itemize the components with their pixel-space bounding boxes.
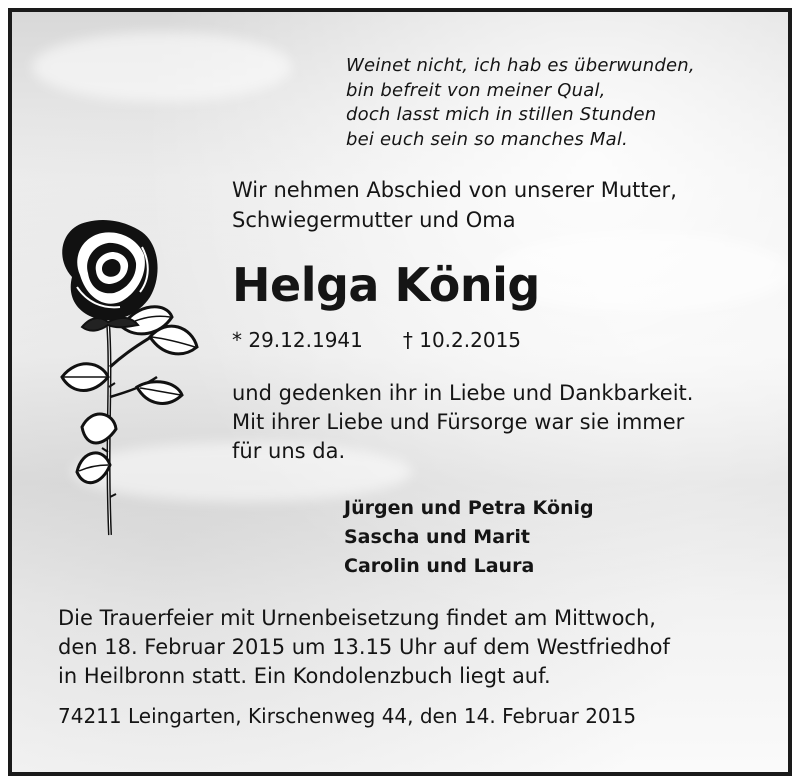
remembrance-line: für uns da. <box>232 439 346 463</box>
family-names <box>344 494 594 581</box>
sky-cloud <box>32 32 292 102</box>
intro-line: Wir nehmen Abschied von unserer Mutter, <box>232 178 677 202</box>
intro-line: Schwiegermutter und Oma <box>232 208 516 232</box>
family-line: Carolin und Laura <box>344 555 535 577</box>
birth-date: * 29.12.1941 <box>232 328 363 352</box>
remembrance-text <box>232 379 693 466</box>
poem-line: bin befreit von meiner Qual, <box>346 79 606 101</box>
family-line: Sascha und Marit <box>344 526 531 548</box>
intro-text <box>232 175 677 235</box>
remembrance-line: und gedenken ihr in Liebe und Dankbarkeit. <box>232 381 694 405</box>
address-date-line: 74211 Leingarten, Kirschenweg 44, den 14. Februar 2015 <box>58 704 637 728</box>
poem-line: bei euch sein so manches Mal. <box>346 128 628 150</box>
poem-line: Weinet nicht, ich hab es überwunden, <box>346 55 695 76</box>
deceased-name: Helga König <box>232 258 540 312</box>
ceremony-line: Die Trauerfeier mit Urnenbeisetzung findet am Mittwoch, <box>58 606 656 630</box>
remembrance-line: Mit ihrer Liebe und Fürsorge war sie immer <box>232 410 685 434</box>
death-date: † 10.2.2015 <box>402 328 522 352</box>
ceremony-line: den 18. Februar 2015 um 13.15 Uhr auf dem Westfriedhof <box>58 635 670 659</box>
rose-icon <box>42 217 202 547</box>
life-dates <box>232 326 521 354</box>
poem <box>346 54 695 152</box>
family-line: Jürgen und Petra König <box>344 497 594 519</box>
obituary-frame <box>8 8 792 776</box>
poem-line: doch lasst mich in stillen Stunden <box>346 104 657 125</box>
ceremony-info <box>58 604 670 691</box>
ceremony-line: in Heilbronn statt. Ein Kondolenzbuch liegt auf. <box>58 664 551 688</box>
